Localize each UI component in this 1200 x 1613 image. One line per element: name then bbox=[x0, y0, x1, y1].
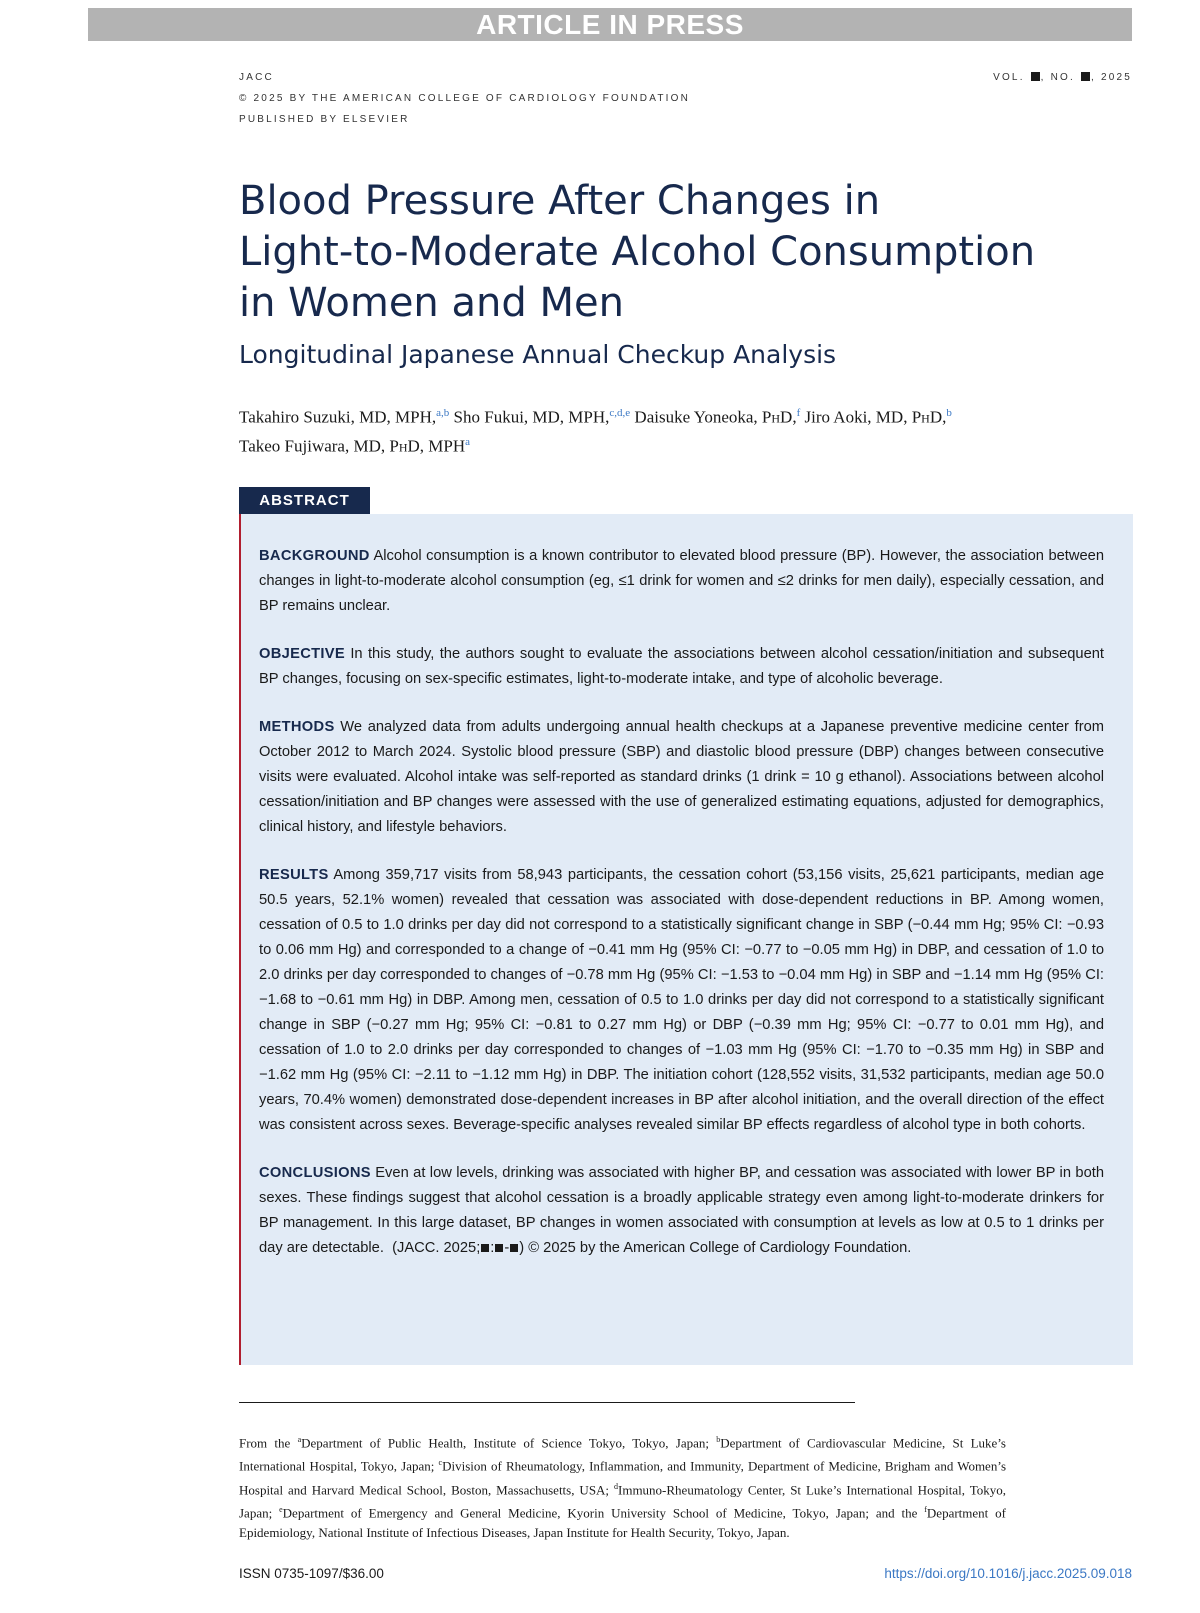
author-name: Takeo Fujiwara, MD, PhD, MPH bbox=[239, 436, 466, 456]
article-title bbox=[239, 176, 1119, 329]
abstract-methods: METHODS We analyzed data from adults undergoing annual health checkups at a Japanese preventive medicine center from October 2012 to March 2024. Systolic blood pressure (SBP) and diastolic blood pressure (DBP) changes between consecutive visits were evaluated. Alcohol intake was self-reported as standard drinks (1 drink = 10 g ethanol). Associations between alcohol cessation/initiation and BP changes were assessed with the use of generalized estimating equations, adjusted for demographics, clinical history, and lifestyle behaviors. bbox=[259, 719, 1104, 835]
author-list bbox=[239, 401, 1139, 458]
vol-label: VOL. bbox=[993, 72, 1025, 83]
doi-link[interactable]: https://doi.org/10.1016/j.jacc.2025.09.018 bbox=[884, 1566, 1132, 1581]
author-affiliation-link[interactable]: a bbox=[465, 435, 471, 448]
placeholder-square-icon bbox=[1081, 72, 1090, 81]
abstract-body bbox=[259, 544, 1104, 1284]
journal-name: JACC bbox=[239, 72, 274, 83]
abstract-objective: OBJECTIVE In this study, the authors sought to evaluate the associations between alcohol cessation/initiation and subsequent BP changes, focusing on sex-specific estimates, light-to-moderate intake, and type of alcoholic beverage. bbox=[259, 646, 1104, 687]
placeholder-square-icon bbox=[495, 1244, 503, 1252]
volume-issue bbox=[993, 72, 1132, 83]
issn-label: ISSN 0735-1097/$36.00 bbox=[239, 1566, 384, 1581]
author-name: Daisuke Yoneoka, PhD, bbox=[634, 407, 797, 427]
author-affiliation-link[interactable]: b bbox=[946, 407, 952, 419]
abstract-box bbox=[239, 514, 1133, 1365]
author-affiliation-link[interactable]: c,d,e bbox=[609, 407, 631, 419]
section-heading: CONCLUSIONS bbox=[259, 1165, 371, 1181]
author-affiliation-link[interactable]: a,b bbox=[436, 407, 450, 419]
abstract-tab: ABSTRACT bbox=[239, 487, 370, 514]
publisher-line: PUBLISHED BY ELSEVIER bbox=[239, 114, 410, 125]
no-label: , NO. bbox=[1040, 72, 1075, 83]
citation: (JACC. 2025; : - ) © 2025 by the American College of Cardiology Foundation. bbox=[392, 1240, 912, 1256]
footnote-divider bbox=[239, 1402, 855, 1403]
affiliations-footnote: From the $^a$Department of Public Health, Institute of Science Tokyo, Tokyo, Japan; $^b$Department of Cardiovascular Medicine, St Luke’s International Hospital, Tokyo, Japan; $^c$Division of Rheumatology, Inflammation, and Immunity, Department of Medicine, Brigham and Women’s Hospital and Harvard Medical School, Boston, Massachusetts, USA; $^d$Immuno-Rheumatology Center, St Luke’s International Hospital, Tokyo, Japan; $^e$Department of Emergency and General Medicine, Kyorin University School of Medicine, Tokyo, Japan; and the $^f$Department of Epidemiology, National Institute of Infectious Diseases, Japan Institute for Health Security, Tokyo, Japan. bbox=[239, 1435, 1007, 1541]
copyright-line: © 2025 BY THE AMERICAN COLLEGE OF CARDIOLOGY FOUNDATION bbox=[239, 93, 691, 104]
section-heading: BACKGROUND bbox=[259, 548, 370, 564]
placeholder-square-icon bbox=[1031, 72, 1040, 81]
section-heading: METHODS bbox=[259, 719, 335, 735]
title-line-1: Blood Pressure After Changes in bbox=[239, 178, 881, 224]
author-name: Jiro Aoki, MD, PhD, bbox=[804, 407, 947, 427]
placeholder-square-icon bbox=[510, 1244, 518, 1252]
section-heading: RESULTS bbox=[259, 867, 329, 883]
abstract-results: RESULTS Among 359,717 visits from 58,943 participants, the cessation cohort (53,156 visits, 25,621 participants, median age 50.5 years, 52.1% women) revealed that cessation was associated with dose-dependent reductions in BP. Among women, cessation of 0.5 to 1.0 drinks per day did not correspond to a statistically significant change in SBP (−0.44 mm Hg; 95% CI: −0.93 to 0.06 mm Hg) and corresponded to a change of −0.41 mm Hg (95% CI: −0.77 to −0.05 mm Hg) in DBP, and cessation of 1.0 to 2.0 drinks per day corresponded to changes of −0.78 mm Hg (95% CI: −1.53 to −0.04 mm Hg) in SBP and −1.14 mm Hg (95% CI: −1.68 to −0.61 mm Hg) in DBP. Among men, cessation of 0.5 to 1.0 drinks per day did not correspond to a statistically significant change in SBP (−0.27 mm Hg; 95% CI: −0.81 to 0.27 mm Hg) or DBP (−0.39 mm Hg; 95% CI: −0.77 to 0.01 mm Hg), and cessation of 1.0 to 2.0 drinks per day corresponded to changes of −1.03 mm Hg (95% CI: −1.70 to −0.35 mm Hg) in SBP and −1.62 mm Hg (95% CI: −2.11 to −1.12 mm Hg) in DBP. The initiation cohort (128,552 visits, 31,532 participants, median age 50.0 years, 70.4% women) demonstrated dose-dependent increases in BP after alcohol initiation, and the overall direction of the effect was consistent across sexes. Beverage-specific analyses revealed similar BP effects regardless of alcohol type in both cohorts. bbox=[259, 867, 1104, 1133]
abstract-background: BACKGROUND Alcohol consumption is a known contributor to elevated blood pressure (BP). However, the association between changes in light-to-moderate alcohol consumption (eg, ≤1 drink for women and ≤2 drinks for men daily), especially cessation, and BP remains unclear. bbox=[259, 548, 1104, 614]
section-heading: OBJECTIVE bbox=[259, 646, 345, 662]
author-name: Sho Fukui, MD, MPH, bbox=[453, 407, 610, 427]
abstract-conclusions: CONCLUSIONS Even at low levels, drinking was associated with higher BP, and cessation was associated with lower BP in both sexes. These findings suggest that alcohol cessation is a broadly applicable strategy even among light-to-moderate drinkers for BP management. In this large dataset, BP changes in women associated with consumption at levels as low at 0.5 to 1 drinks per day are detectable. (JACC. 2025; : - ) © 2025 by the American College of Cardiology Foundation. bbox=[259, 1165, 1104, 1256]
placeholder-square-icon bbox=[481, 1244, 489, 1252]
article-subtitle: Longitudinal Japanese Annual Checkup Analysis bbox=[239, 340, 837, 369]
article-in-press-banner: ARTICLE IN PRESS bbox=[88, 8, 1132, 41]
author-affiliation-link[interactable]: f bbox=[796, 407, 801, 419]
year-label: , 2025 bbox=[1090, 72, 1132, 83]
title-line-3: in Women and Men bbox=[239, 280, 624, 326]
title-line-2: Light-to-Moderate Alcohol Consumption bbox=[239, 229, 1036, 275]
author-name: Takahiro Suzuki, MD, MPH, bbox=[239, 407, 437, 427]
